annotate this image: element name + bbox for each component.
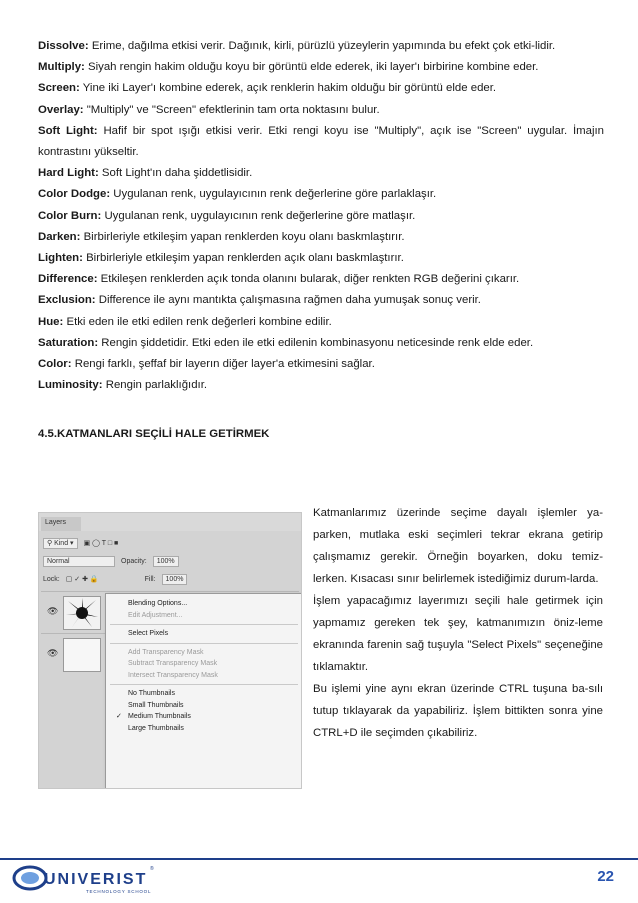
definition-text: Etki eden ile etki edilen renk değerleri kombine edilir.	[63, 315, 332, 328]
definition-term: Luminosity:	[38, 379, 103, 392]
definition-text: Rengin şiddetidir. Etki eden ile etki edilenin kombinasyonu neticesinde renk elde eder.	[98, 336, 534, 349]
menu-item: ✓ Medium Thumbnails	[106, 711, 302, 723]
logo-subtitle: TECHNOLOGY SCHOOL	[86, 889, 152, 894]
definition-term: Color:	[38, 358, 72, 371]
definition-text: Erime, dağılma etkisi verir. Dağınık, kirli, pürüzlü yüzeylerin yapımında bu efekt çok etki-lidir.	[88, 40, 556, 52]
body-paragraph: İşlem yapacağımız layerımızı seçili hale getirmek için yapmamız gereken tek şey, katmanımızın öniz-leme ekranında farenin sağ tuşuyla "Select Pixels" seçeneğine tıklamaktır.	[313, 595, 603, 673]
definition-term: Multiply:	[38, 61, 85, 74]
menu-item: No Thumbnails	[128, 690, 175, 697]
definition-term: Color Burn:	[38, 209, 102, 222]
lock-label: Lock:	[43, 575, 60, 583]
menu-item: Select Pixels	[128, 630, 169, 637]
definition-text: Siyah rengin hakim olduğu koyu bir görüntü elde ederek, iki layer'ı birbirine kombine eder.	[84, 61, 539, 74]
layer-context-menu	[105, 593, 302, 789]
body-paragraph: Bu işlemi yine aynı ekran üzerinde CTRL tuşuna ba-sılı tutup tıklayarak da yapabiliriz. İşlem bittikten sonra yine CTRL+D ile seçimden çıkabiliriz.	[313, 683, 603, 739]
definition-item	[38, 354, 604, 375]
menu-item: Add Transparency Mask	[128, 648, 204, 656]
definition-item	[38, 36, 604, 57]
definition-item	[38, 333, 604, 354]
opacity-label: Opacity:	[121, 557, 147, 565]
layer-thumbnail	[63, 638, 101, 672]
menu-item: Intersect Transparency Mask	[128, 671, 218, 679]
definition-term: Overlay:	[38, 103, 84, 116]
definition-item	[38, 121, 604, 163]
definition-term: Saturation:	[38, 336, 99, 349]
fill-label: Fill:	[144, 575, 156, 583]
blend-row	[43, 553, 297, 569]
lock-row	[43, 571, 297, 587]
definition-item	[38, 78, 604, 99]
logo-wordmark: UNIVERIST	[44, 871, 148, 888]
menu-item: Small Thumbnails	[128, 701, 184, 709]
definition-text: Uygulanan renk, uygulayıcının renk değerlerine göre matlaşır.	[101, 209, 416, 222]
definition-term: Lighten:	[38, 252, 83, 265]
definition-item	[38, 290, 604, 311]
definition-item	[38, 184, 604, 205]
kind-filter: ⚲ Kind ▾	[43, 538, 78, 549]
footer-divider	[0, 858, 638, 860]
definition-text: "Multiply" ve "Screen" efektlerinin tam orta noktasını bulur.	[83, 103, 380, 116]
definition-text: Birbirleriyle etkileşim yapan renklerden açık olanı baskmlaştırır.	[82, 252, 404, 265]
blend-mode-definitions	[38, 36, 604, 396]
definition-text: Birbirleriyle etkileşim yapan renklerden koyu olanı baskmlaştırır.	[80, 230, 405, 243]
menu-item: Edit Adjustment...	[128, 611, 183, 619]
definition-item	[38, 375, 604, 396]
lock-icons: ▢ ✓ ✚ 🔒	[65, 576, 99, 583]
menu-item: Large Thumbnails	[128, 724, 184, 732]
definition-item	[38, 248, 604, 269]
definition-item	[38, 206, 604, 227]
univerist-logo	[10, 862, 160, 896]
kind-label: Kind	[54, 539, 69, 547]
layers-panel-screenshot	[38, 512, 302, 789]
page-number: 22	[597, 868, 614, 885]
definition-item	[38, 57, 604, 78]
definition-term: Hard Light:	[38, 167, 99, 180]
selection-explanation	[313, 502, 603, 744]
svg-text:®: ®	[150, 866, 154, 872]
definition-text: Hafif bir spot ışığı etkisi verir. Etki rengi koyu ise "Multiply", açık ise "Screen" uygular. İmajın kontrastını yükseltir.	[38, 124, 605, 159]
definition-term: Soft Light:	[38, 124, 98, 137]
layers-tab: Layers	[41, 517, 81, 531]
definition-term: Screen:	[38, 82, 80, 95]
eye-icon: 👁	[47, 606, 59, 616]
menu-item: Blending Options...	[128, 600, 188, 607]
eye-icon: 👁	[47, 648, 59, 658]
definition-text: Yine iki Layer'ı kombine ederek, açık renklerin hakim olduğu bir görüntü elde eder.	[79, 82, 497, 95]
definition-term: Exclusion:	[38, 294, 96, 307]
definition-text: Soft Light'ın daha şiddetlisidir.	[98, 167, 253, 180]
definition-text: Etkileşen renklerden açık tonda olanını bularak, diğer renkten RGB değerini çıkarır.	[97, 273, 520, 286]
body-paragraph: Katmanlarımız üzerinde seçime dayalı işlemler ya-parken, mutlaka eski seçimleri tekrar ekrana getirip çalışmamız gerekir. Örneğin boyarken, doku temiz-lerken. Kısacası sınır belirlemek istediğimiz durum-larda.	[313, 507, 603, 585]
blend-mode-value: Normal	[47, 557, 70, 565]
definition-term: Color Dodge:	[38, 188, 111, 201]
menu-item: Subtract Transparency Mask	[128, 660, 218, 667]
definition-item	[38, 100, 604, 121]
section-heading: 4.5.KATMANLARI SEÇİLİ HALE GETİRMEK	[38, 428, 270, 440]
definition-item	[38, 312, 604, 333]
layer-thumbnail	[63, 596, 101, 630]
search-icon: ⚲	[47, 540, 55, 547]
definition-term: Difference:	[38, 273, 98, 286]
definition-term: Dissolve:	[38, 40, 89, 52]
definition-term: Darken:	[38, 230, 81, 243]
definition-text: Rengi farklı, şeffaf bir layerın diğer layer'a etkimesini sağlar.	[71, 358, 375, 371]
definition-text: Uygulanan renk, uygulayıcının renk değerlerine göre parlaklaşır.	[110, 188, 437, 201]
menu-separator	[110, 624, 298, 625]
definition-item	[38, 163, 604, 184]
filter-icons: ▣ ◯ T □ ■	[83, 540, 119, 547]
definition-item	[38, 269, 604, 290]
definition-text: Difference ile aynı mantıkta çalışmasına rağmen daha yumuşak sonuç verir.	[95, 294, 481, 307]
fill-value: 100%	[162, 574, 188, 585]
blend-mode-select	[43, 556, 115, 567]
menu-separator	[110, 643, 298, 644]
definition-term: Hue:	[38, 315, 64, 328]
menu-separator	[110, 684, 298, 685]
definition-item	[38, 227, 604, 248]
opacity-value: 100%	[153, 556, 179, 567]
definition-text: Rengin parlaklığıdır.	[102, 379, 208, 392]
splatter-icon	[64, 597, 100, 629]
filter-row	[43, 535, 297, 551]
